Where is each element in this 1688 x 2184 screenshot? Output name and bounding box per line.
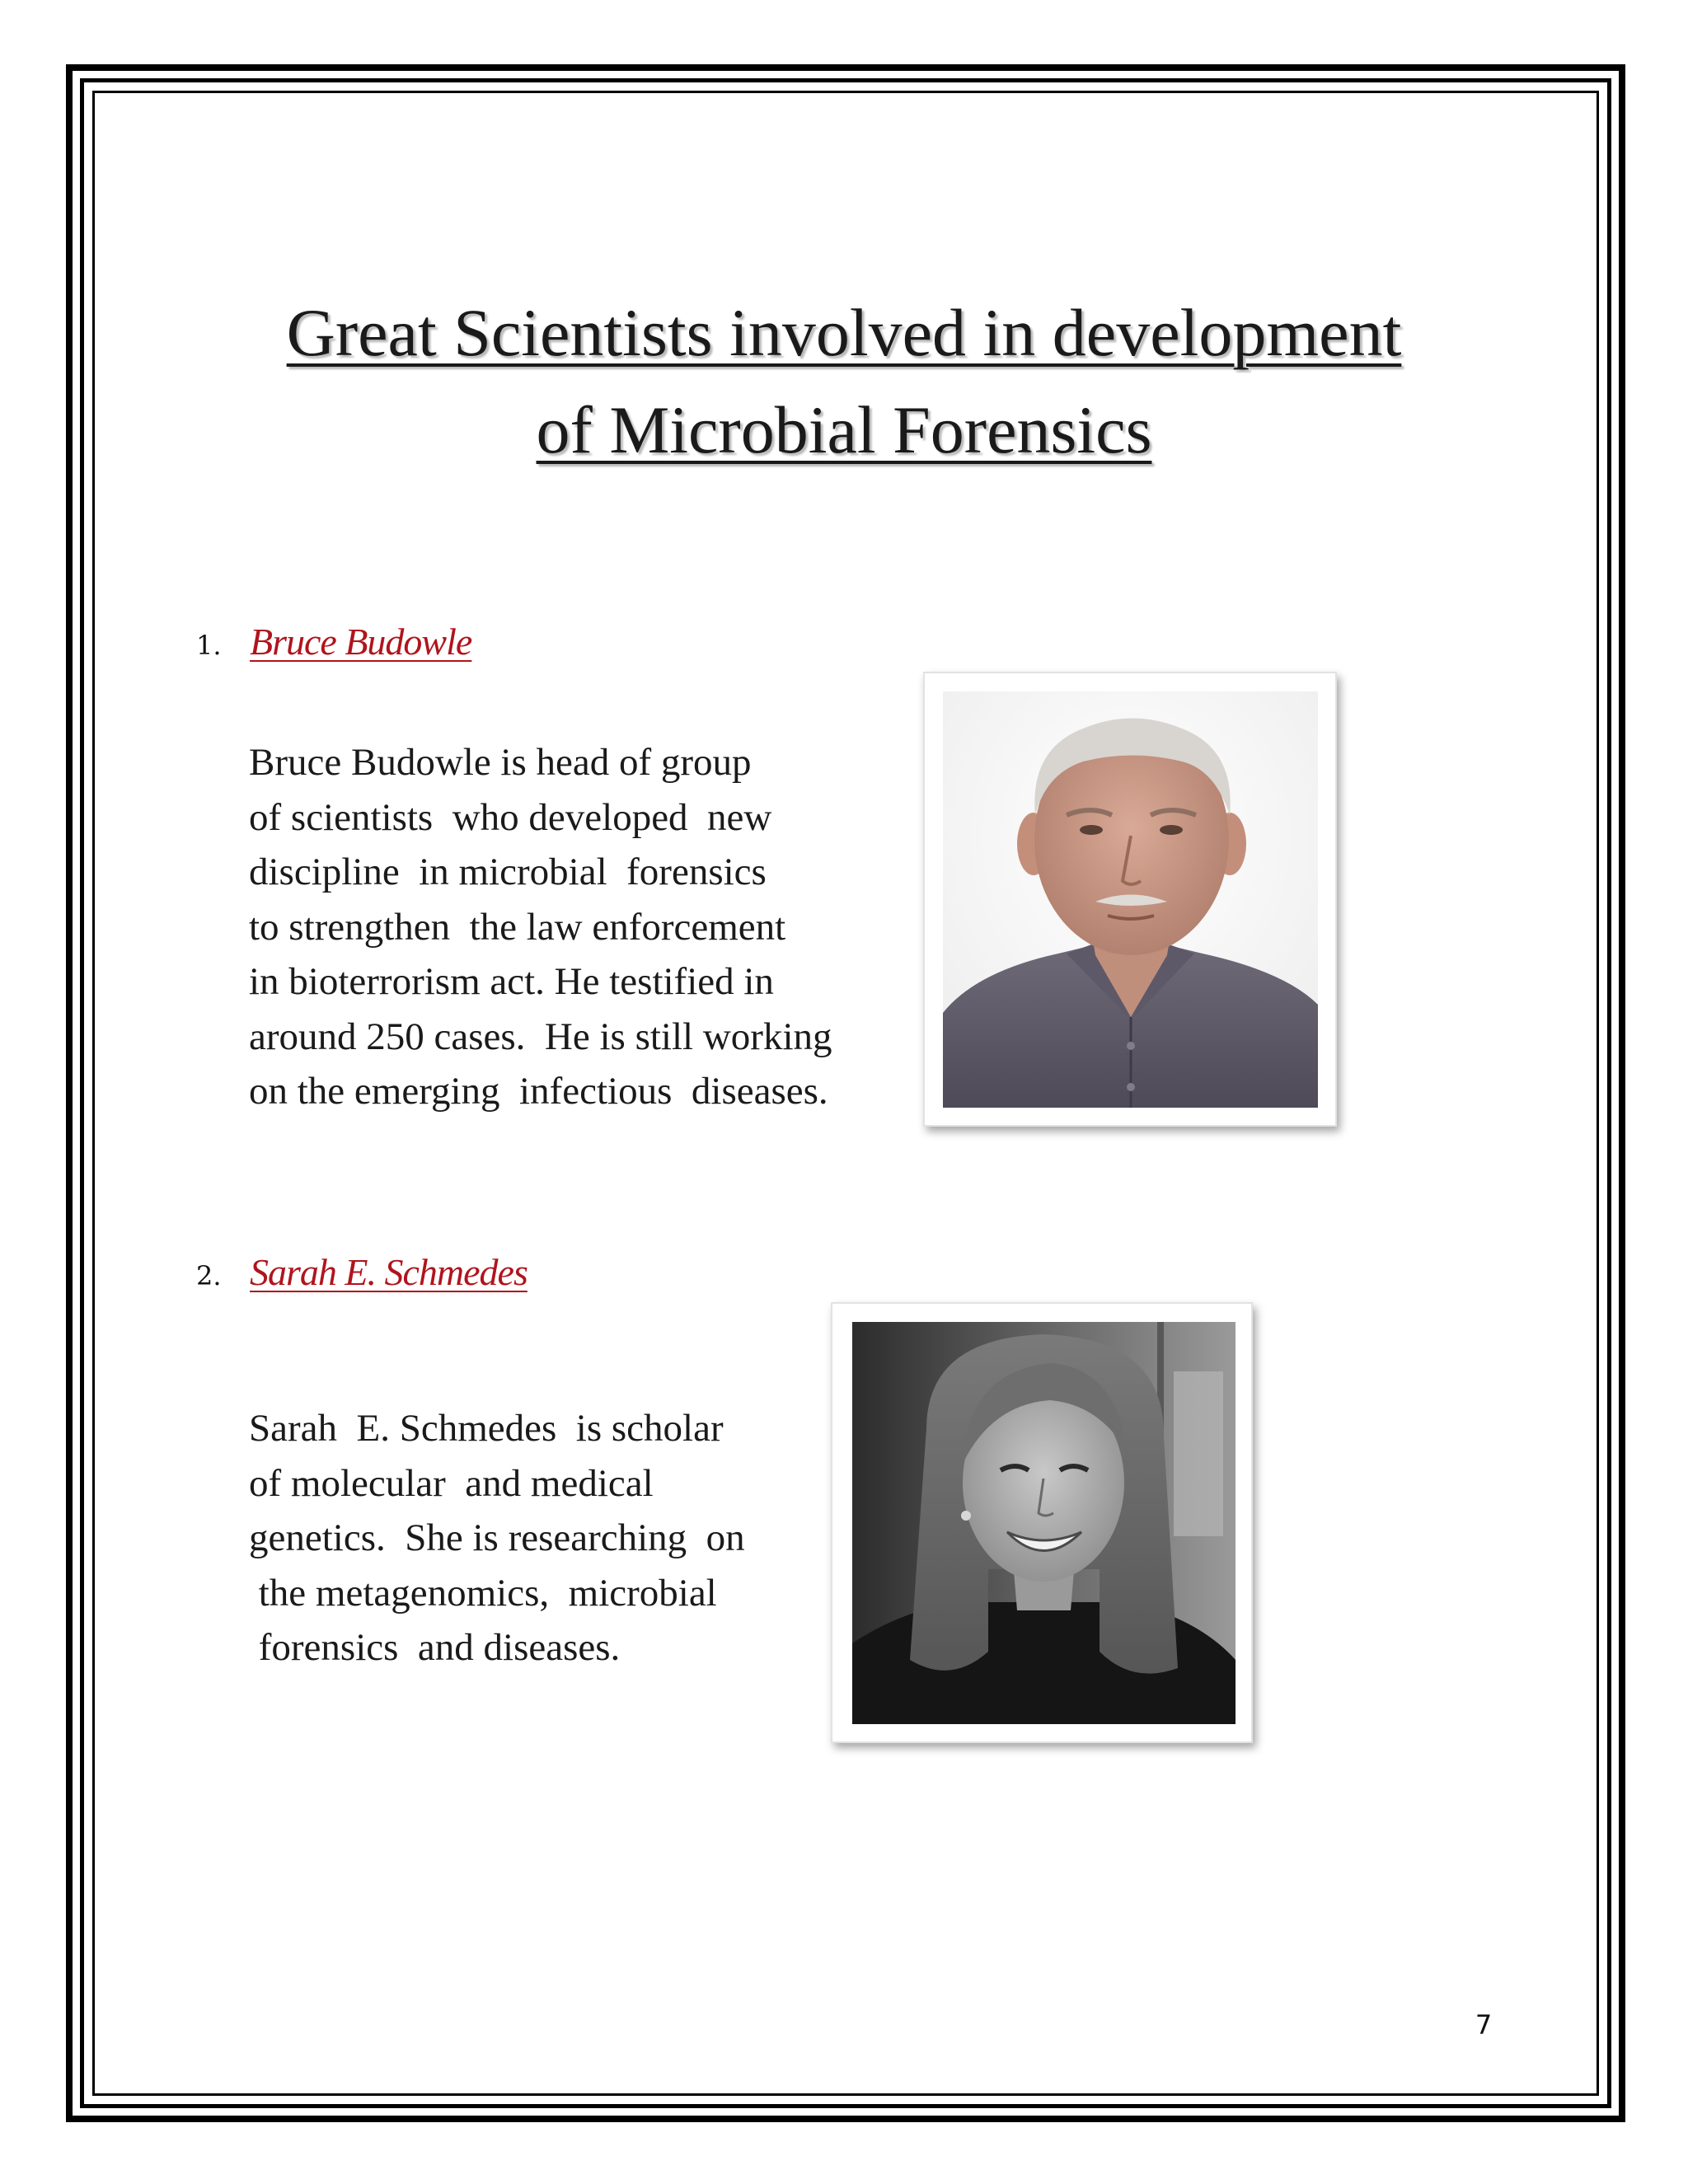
description-line: discipline in microbial forensics (249, 851, 767, 893)
list-number: 1. (196, 630, 222, 661)
description-line: Bruce Budowle is head of group (249, 741, 752, 784)
list-number: 2. (196, 1260, 222, 1291)
scientist-heading-budowle (196, 620, 471, 663)
description-line: forensics and diseases. (249, 1626, 621, 1669)
portrait-image-man (943, 691, 1318, 1108)
scientist-heading-schmedes (196, 1250, 528, 1294)
description-line: genetics. She is researching on (249, 1516, 745, 1559)
scientist-name: Bruce Budowle (250, 621, 472, 663)
description-line: of molecular and medical (249, 1461, 654, 1505)
description-line: Sarah E. Schmedes is scholar (249, 1407, 724, 1450)
portrait-image-woman (852, 1322, 1236, 1724)
description-line: around 250 cases. He is still working (249, 1015, 832, 1058)
scientist-name: Sarah E. Schmedes (250, 1251, 528, 1293)
description-line: in bioterrorism act. He testified in (249, 960, 774, 1003)
description-line: on the emerging infectious diseases. (249, 1070, 828, 1113)
description-line: the metagenomics, microbial (249, 1571, 717, 1615)
description-line: of scientists who developed new (249, 795, 772, 839)
portrait-photo-schmedes (831, 1302, 1253, 1743)
description-line: to strengthen the law enforcement (249, 905, 786, 949)
page-title-line2: of Microbial Forensics (536, 392, 1152, 467)
page-title-line1: Great Scientists involved in development (286, 295, 1402, 370)
scientist-description-schmedes (249, 1401, 745, 1675)
portrait-photo-budowle (923, 672, 1337, 1127)
page-title (165, 284, 1523, 479)
page-number: 7 (1475, 2009, 1493, 2041)
scientist-description-budowle (249, 735, 832, 1119)
